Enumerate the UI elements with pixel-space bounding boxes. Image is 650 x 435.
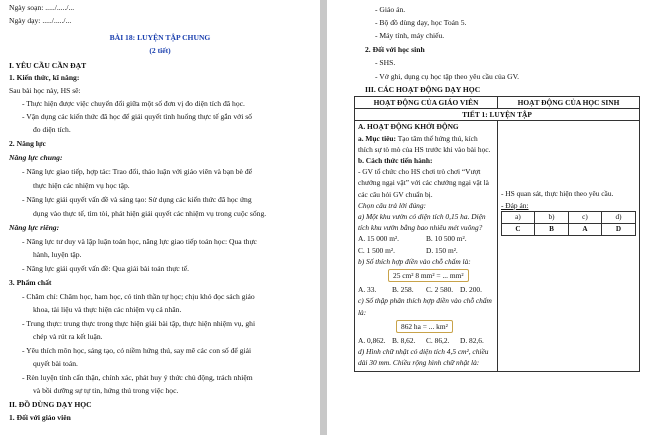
choose-answer-prompt: Chọn câu trả lời đúng:: [358, 200, 426, 210]
bullet-continuation: khoa, tài liệu và thực hiện các nhiệm vụ cá nhân.: [33, 305, 182, 314]
bullet-text: - Bộ đồ dùng dạy, học Toán 5.: [375, 18, 467, 27]
answer-value: D: [601, 224, 635, 236]
section-heading: I. YÊU CẦU CẦN ĐẠT: [9, 61, 87, 70]
subsection-heading: 1. Đối với giáo viên: [9, 413, 71, 422]
option: C. 1 500 m².: [358, 245, 395, 255]
option: B. 8,62.: [392, 336, 416, 346]
section-a-heading: A. HOẠT ĐỘNG KHỞI ĐỘNG: [358, 122, 459, 132]
bullet-text: - Năng lực giải quyết vấn đề và sáng tạo: Sử dụng các kiến thức đã học ứng: [22, 195, 252, 204]
bullet-continuation: và bồi dưỡng sự tự tin, hứng thú trong việc học.: [33, 386, 179, 395]
ngay-soan: Ngày soạn: ...../...../...: [9, 3, 75, 12]
bullet-text: - Yêu thích môn học, sáng tạo, có niềm hứng thú, say mê các con số để giải: [22, 346, 252, 355]
subsection-heading: 2. Năng lực: [9, 139, 46, 148]
subheading-italic: Năng lực riêng:: [9, 223, 60, 232]
muc-tieu-text: Tạo tâm thế hứng thú, kích: [397, 133, 478, 143]
bullet-text: - Chăm chỉ: Chăm học, ham học, có tinh thần tự học; chịu khó đọc sách giáo: [22, 292, 255, 301]
question-b-equation: 25 cm² 8 mm² = ... mm²: [388, 269, 469, 282]
question-b: b) Số thích hợp điền vào chỗ chấm là:: [358, 256, 471, 266]
subheading-italic: Năng lực chung:: [9, 153, 63, 162]
bullet-text: - Trung thực: trung thực trong thực hiện giải bài tập, thực hiện nhiệm vụ, ghi: [22, 319, 256, 328]
lesson-title: BÀI 18: LUYỆN TẬP CHUNG: [109, 33, 211, 42]
ngay-day: Ngày dạy: ...../...../...: [9, 16, 72, 25]
bullet-continuation: thực hiện các nhiệm vụ học tập.: [33, 181, 130, 190]
answer-value: C: [502, 224, 535, 236]
question-a-options: [358, 233, 494, 255]
option: A. 15 000 m².: [358, 234, 400, 244]
option: B. 258.: [392, 285, 414, 295]
teacher-instruction: các câu hỏi GV chuẩn bị.: [358, 189, 433, 199]
answer-value: B: [534, 224, 568, 236]
option: C. 2 580.: [426, 285, 454, 295]
subsection-heading: 1. Kiến thức, kĩ năng:: [9, 73, 80, 82]
question-a-cont: tích khu vườn bằng bao nhiêu mét vuông?: [358, 223, 483, 233]
bullet-text: - Thực hiện được việc chuyển đổi giữa một số đơn vị đo diện tích đã học.: [22, 99, 245, 108]
document-page-right: [327, 0, 650, 435]
option: B. 10 500 m².: [426, 234, 467, 244]
question-b-options: [358, 284, 494, 295]
bullet-continuation: chép và rút ra kết luận.: [33, 332, 103, 341]
section-heading: II. ĐỒ DÙNG DẠY HỌC: [9, 400, 92, 409]
body-text: Sau bài học này, HS sẽ:: [9, 86, 81, 95]
header-teacher: HOẠT ĐỘNG CỦA GIÁO VIÊN: [355, 97, 498, 109]
answer-value: A: [568, 224, 601, 236]
answer-header: a): [502, 211, 535, 223]
answer-label: - Đáp án:: [501, 200, 529, 210]
bullet-text: - Giáo án.: [375, 5, 406, 14]
muc-tieu-text-2: thích sự tò mò của HS trước khi vào bài học.: [358, 144, 491, 154]
option: C. 86,2.: [426, 336, 450, 346]
question-d-cont: dài 30 mm. Chiều rộng hình chữ nhật là:: [358, 358, 480, 368]
muc-tieu-label: a. Mục tiêu:: [358, 133, 396, 143]
section-heading: III. CÁC HOẠT ĐỘNG DẠY HỌC: [365, 85, 481, 94]
bullet-text: - Vở ghi, dụng cụ học tập theo yêu cầu của GV.: [375, 72, 519, 81]
bullet-continuation: dụng vào thực tế, tìm tòi, phát hiện giải quyết các nhiệm vụ trong cuộc sống.: [33, 209, 267, 218]
student-activities-cell: [498, 121, 640, 371]
bullet-text: - Năng lực tư duy và lập luận toán học, năng lực giao tiếp toán học: Qua thực: [22, 237, 257, 246]
option: D. 150 m².: [426, 245, 458, 255]
bullet-text: - Năng lực giải quyết vấn đề: Qua giải bài toán thực tế.: [22, 264, 190, 273]
lesson-duration: (2 tiết): [149, 46, 171, 55]
bullet-text: - Rèn luyện tính cẩn thận, chính xác, phát huy ý thức chủ động, trách nhiệm: [22, 373, 253, 382]
question-c-options: [358, 335, 494, 346]
question-c: c) Số thập phân thích hợp điền vào chỗ chấm: [358, 296, 492, 306]
bullet-continuation: quyết bài toán.: [33, 359, 78, 368]
bullet-continuation: đo diện tích.: [33, 125, 71, 134]
question-c-cont: là:: [358, 307, 367, 317]
header-student: HOẠT ĐỘNG CỦA HỌC SINH: [498, 97, 640, 109]
question-a: a) Một khu vườn có diện tích 0,15 ha. Diện: [358, 212, 486, 222]
question-d: d) Hình chữ nhật có diện tích 4,5 cm², chiều: [358, 347, 489, 357]
cach-thuc-heading: b. Cách thức tiến hành:: [358, 156, 433, 166]
lesson-period: TIẾT 1: LUYỆN TẬP: [355, 109, 640, 121]
bullet-continuation: hành, luyện tập.: [33, 250, 82, 259]
answer-header: d): [601, 211, 635, 223]
student-activity: - HS quan sát, thực hiện theo yêu cầu.: [501, 189, 614, 199]
bullet-text: - Vận dụng các kiến thức đã học để giải quyết tình huống thực tế gắn với số: [22, 112, 252, 121]
bullet-text: - Máy tính, máy chiếu.: [375, 31, 445, 40]
option: A. 0,862.: [358, 336, 386, 346]
subsection-heading: 2. Đối với học sinh: [365, 45, 425, 54]
bullet-text: - Năng lực giao tiếp, hợp tác: Trao đổi, thảo luận với giáo viên và bạn bè để: [22, 167, 252, 176]
option: D. 82,6.: [460, 336, 484, 346]
lesson-plan-table: [354, 96, 640, 372]
teacher-instruction: chướng ngại vật” với các chướng ngại vật là: [358, 178, 489, 188]
subsection-heading: 3. Phẩm chất: [9, 278, 52, 287]
document-page-left: [0, 0, 320, 435]
question-c-equation: 862 ha = ... km²: [396, 320, 453, 333]
bullet-text: - SHS.: [375, 58, 396, 67]
teacher-activities-cell: [355, 121, 498, 371]
answer-header: c): [568, 211, 601, 223]
answer-table: [501, 211, 636, 236]
option: D. 200.: [460, 285, 482, 295]
option: A. 33.: [358, 285, 377, 295]
answer-header: b): [534, 211, 568, 223]
teacher-instruction: - GV tổ chức cho HS chơi trò chơi “Vượt: [358, 167, 481, 177]
